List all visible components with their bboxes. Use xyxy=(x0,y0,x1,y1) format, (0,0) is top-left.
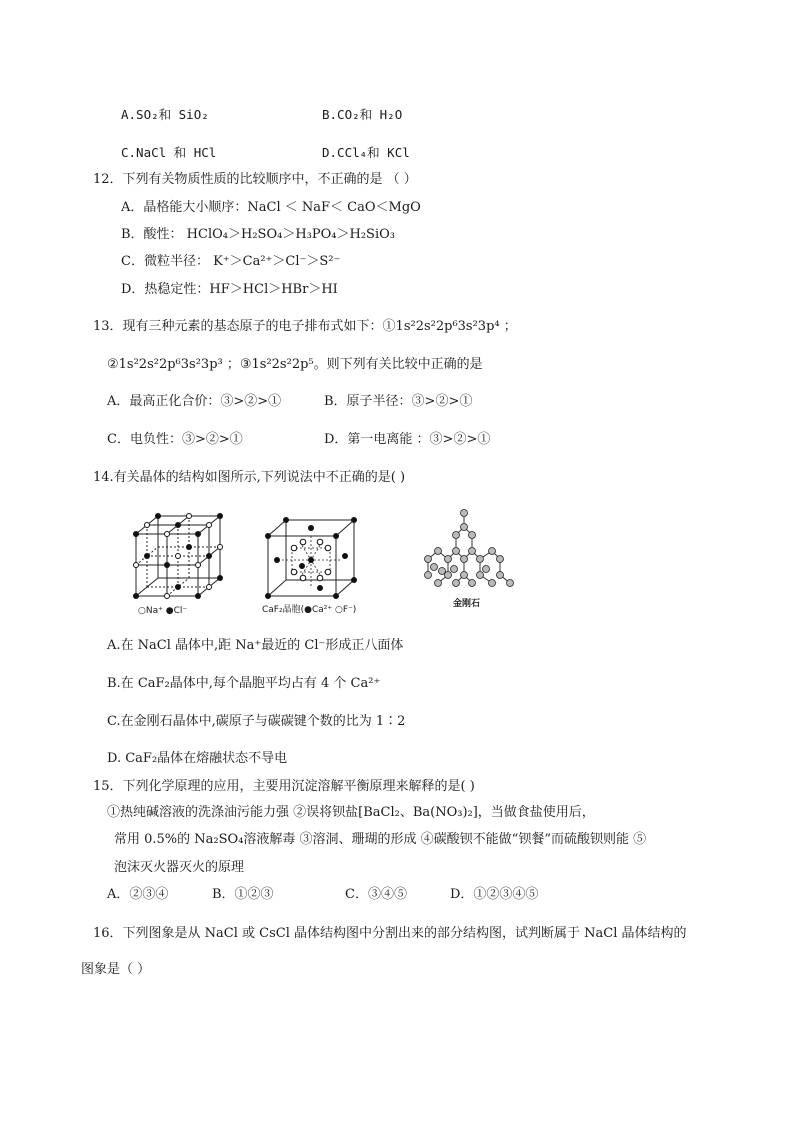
caf2-crystal-figure xyxy=(262,516,362,604)
q15-stem: 15．下列化学原理的应用，主要用沉淀溶解平衡原理来解释的是( ) xyxy=(93,779,475,794)
q13-stem-line1: 13．现有三种元素的基态原子的电子排布式如下：①1s²2s²2p⁶3s²3p⁴ ； xyxy=(93,319,517,334)
q15-option-b: B．①②③ xyxy=(212,887,274,902)
q15-option-a: A．②③④ xyxy=(107,887,169,902)
q16-stem-line2: 图象是（ ） xyxy=(81,962,151,977)
diamond-figure-caption: 金刚石 xyxy=(453,599,481,609)
q15-statement-line3: 泡沫灭火器灭火的原理 xyxy=(114,860,245,875)
q15-option-d: D．①②③④⑤ xyxy=(450,887,539,902)
q11-option-c: C.NaCl 和 HCl xyxy=(121,145,217,160)
q13-option-a: A．最高正化合价：③>②>① xyxy=(107,394,282,409)
q11-option-b: B.CO₂和 H₂O xyxy=(322,107,403,122)
q13-option-b: B．原子半径：③>②>① xyxy=(324,394,473,409)
q11-option-a: A.SO₂和 SiO₂ xyxy=(121,107,209,122)
q14-option-a: A.在 NaCl 晶体中,距 Na⁺最近的 Cl⁻形成正八面体 xyxy=(107,638,404,653)
q15-statement-line2: 常用 0.5%的 Na₂SO₄溶液解毒 ③溶洞、珊瑚的形成 ④碳酸钡不能做“钡餐”而硫酸钡则能 ⑤ xyxy=(114,832,647,847)
nacl-crystal-figure xyxy=(128,510,228,615)
q14-option-d: D. CaF₂晶体在熔融状态不导电 xyxy=(107,751,288,766)
q15-statement-line1: ①热纯碱溶液的洗涤油污能力强 ②误将钡盐[BaCl₂、Ba(NO₃)₂]，当做食盐使用后， xyxy=(107,805,595,820)
q13-option-c: C．电负性：③>②>① xyxy=(107,432,243,447)
q12-stem: 12．下列有关物质性质的比较顺序中，不正确的是 （ ） xyxy=(93,172,417,187)
q12-option-c: C．微粒半径： K⁺＞Ca²⁺＞Cl⁻＞S²⁻ xyxy=(121,254,341,269)
q13-option-d: D．第一电离能 ：③>②>① xyxy=(324,432,491,447)
caf2-figure-caption: CaF₂晶胞(●Ca²⁺ ○F⁻) xyxy=(262,605,357,615)
q13-stem-line2: ②1s²2s²2p⁶3s²3p³ ；③1s²2s²2p⁵。则下列有关比较中正确的是 xyxy=(107,357,483,372)
q14-stem: 14.有关晶体的结构如图所示,下列说法中不正确的是( ) xyxy=(93,470,406,485)
q12-option-a: A．晶格能大小顺序：NaCl ＜ NaF＜ CaO＜MgO xyxy=(121,200,421,215)
q15-option-c: C．③④⑤ xyxy=(345,887,407,902)
q16-stem-line1: 16．下列图象是从 NaCl 或 CsCl 晶体结构图中分割出来的部分结构图，试判断属于 NaCl 晶体结构的 xyxy=(93,926,687,941)
q14-option-b: B.在 CaF₂晶体中,每个晶胞平均占有 4 个 Ca²⁺ xyxy=(107,676,381,691)
q12-option-d: D．热稳定性：HF＞HCl＞HBr＞HI xyxy=(121,282,338,297)
q12-option-b: B．酸性： HClO₄＞H₂SO₄＞H₃PO₄＞H₂SiO₃ xyxy=(121,227,395,242)
nacl-figure-caption: ○Na⁺ ●Cl⁻ xyxy=(138,606,188,616)
q14-option-c: C.在金刚石晶体中,碳原子与碳碳键个数的比为 1∶2 xyxy=(107,714,406,729)
q11-option-d: D.CCl₄和 KCl xyxy=(322,145,410,160)
diamond-structure-figure xyxy=(420,505,520,597)
